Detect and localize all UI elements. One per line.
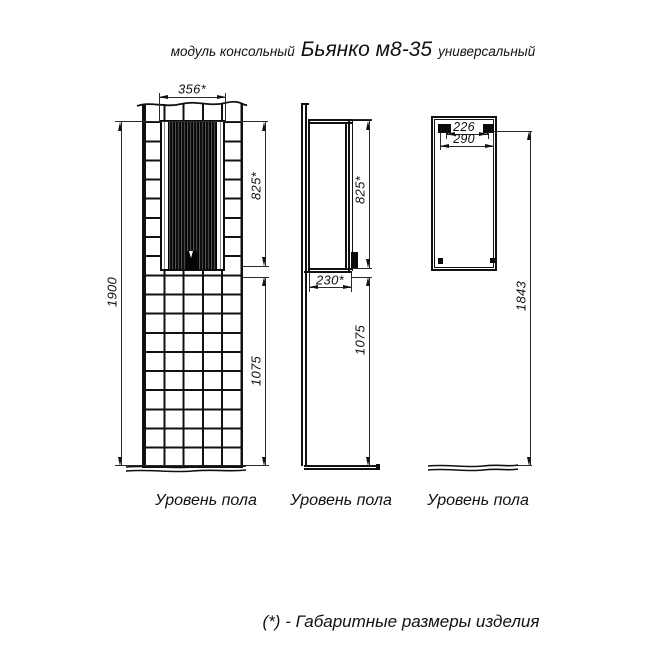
cabinet-front (160, 120, 225, 271)
wall-top-cap (301, 103, 309, 105)
wall-line (305, 103, 307, 466)
arrow (485, 144, 494, 148)
dim-label-depth: 230* (316, 272, 344, 288)
arrow (440, 144, 449, 148)
corner-fitting-left (438, 258, 443, 264)
arrow (366, 259, 370, 268)
arrow (366, 277, 370, 286)
extension-line (351, 273, 352, 292)
dim-label-cabinet-height: 825* (248, 172, 264, 200)
arrow (118, 457, 122, 466)
cabinet-door-texture (168, 122, 217, 269)
wall-line (301, 103, 303, 466)
arrow (118, 122, 122, 131)
dim-label-floor-gap: 1075 (248, 355, 264, 387)
dim-line-cabinet-height (265, 121, 266, 266)
arrow (366, 121, 370, 130)
floor-line-side (304, 465, 380, 467)
extension-line (115, 121, 268, 122)
arrow (262, 457, 266, 466)
arrow (159, 95, 168, 99)
drawing-title (171, 38, 536, 62)
dim-label-width: 356* (178, 81, 206, 97)
arrow (262, 257, 266, 266)
arrow (527, 457, 531, 466)
dim-label-cabinet-height: 825* (352, 176, 368, 204)
door-handle-side (351, 252, 358, 268)
extension-line (309, 273, 310, 292)
floor-end-tick (376, 464, 380, 470)
door-back-line (348, 119, 350, 271)
extension-line (488, 132, 489, 139)
tile-wall-top-wave (135, 100, 249, 110)
door-edge-right (220, 122, 221, 269)
dim-line-total-height (121, 121, 122, 466)
dim-line-hook-height (530, 131, 531, 466)
door-edge-left (164, 122, 165, 269)
dim-label-hook-spacing: 226 (453, 120, 475, 134)
cabinet-back-line (308, 119, 310, 271)
title-model: Бьянко м8-35 (300, 38, 433, 61)
dim-line-floor-gap (265, 277, 266, 466)
footnote: (*) - Габаритные размеры изделия (262, 612, 540, 631)
floor-label-rear: Уровень пола (427, 492, 529, 509)
floor-line-front (125, 464, 247, 474)
arrow (527, 131, 531, 140)
arrow (217, 95, 226, 99)
dim-label-bracket-spacing: 290 (453, 132, 475, 146)
arrow (479, 132, 488, 136)
dim-line-floor-gap (369, 277, 370, 466)
arrow (262, 277, 266, 286)
title-suffix: универсальный (438, 44, 536, 59)
floor-line-side (304, 468, 378, 470)
arrow (262, 122, 266, 131)
floor-line-rear (427, 463, 519, 473)
dim-label-hook-height: 1843 (513, 280, 529, 312)
title-prefix: модуль консольный (170, 44, 295, 59)
extension-line (243, 266, 269, 267)
corner-fitting-right (490, 258, 495, 263)
floor-label-front: Уровень пола (155, 492, 257, 509)
dim-label-floor-gap: 1075 (352, 324, 368, 356)
cabinet-front-line (345, 122, 347, 268)
dim-line-width (159, 97, 226, 98)
dim-line-cabinet-height (369, 120, 370, 269)
dim-label-total-height: 1900 (104, 276, 120, 308)
floor-label-side: Уровень пола (290, 492, 392, 509)
door-handle-notch (189, 251, 193, 258)
cabinet-bottom-line (308, 268, 353, 270)
arrow (343, 285, 352, 289)
